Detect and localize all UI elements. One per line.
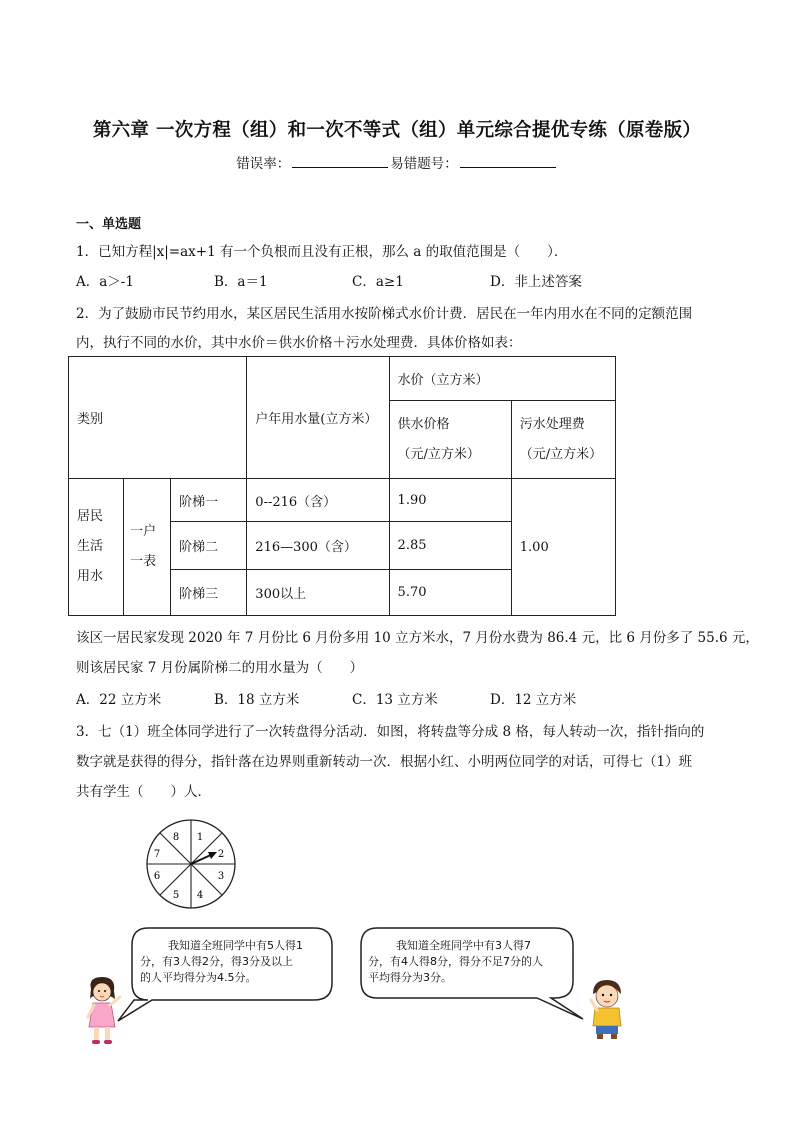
q2-option-a: A．22 立方米 <box>76 692 162 708</box>
wheel-number: 6 <box>153 871 161 882</box>
wheel-number: 8 <box>172 832 180 843</box>
tier-name: 阶梯三 <box>171 570 247 616</box>
spinner-wheel <box>145 818 237 910</box>
annual-usage-header: 户年用水量(立方米） <box>247 357 389 479</box>
supply-price-header <box>389 401 511 479</box>
wheel-number: 1 <box>196 832 204 843</box>
wrong-ids-blank <box>460 155 556 168</box>
bubble-left-line2: 分，有3人得2分，得3分及以上 <box>140 955 293 968</box>
household-line1: 一户 <box>130 524 157 539</box>
bubble-left-line1: 我知道全班同学中有5人得1 <box>168 939 303 952</box>
resident-cell <box>69 479 124 616</box>
q2-after-line1: 该区一居民家发现 2020 年 7 月份比 6 月份多用 10 立方米水，7 月份水费为 86.4 元，比 6 月份多了 55.6 元， <box>76 630 759 646</box>
bubble-right-line3: 平均得分为3分。 <box>368 971 452 984</box>
wrong-ids-label: 易错题号： <box>390 156 458 172</box>
wheel-number: 4 <box>196 890 204 901</box>
q1-option-c: C．a≥1 <box>352 274 404 290</box>
error-rate-label: 错误率： <box>236 156 291 172</box>
sewage-value: 1.00 <box>511 479 615 616</box>
tier-range: 0--216（含） <box>247 479 389 522</box>
tier-name: 阶梯二 <box>171 522 247 570</box>
boy-illustration <box>585 978 629 1040</box>
tier-price: 2.85 <box>389 522 511 570</box>
wheel-number: 2 <box>217 849 225 860</box>
sewage-fee-line1: 污水处理费 <box>519 416 585 432</box>
q1-option-d: D．非上述答案 <box>490 274 582 290</box>
supply-price-line2: （元/立方米） <box>397 446 480 462</box>
section-title: 一、单选题 <box>76 217 142 232</box>
wheel-number: 3 <box>217 871 225 882</box>
water-price-header: 水价（立方米） <box>389 357 615 401</box>
q3-stem-line2: 数字就是获得的得分，指针落在边界则重新转动一次．根据小红、小明两位同学的对话，可得七（1）班 <box>76 754 693 770</box>
q2-option-b: B．18 立方米 <box>214 692 300 708</box>
category-header: 类别 <box>69 357 247 479</box>
error-rate-blank <box>292 155 388 168</box>
household-line2: 一表 <box>130 554 157 569</box>
tier-range: 216—300（含） <box>247 522 389 570</box>
sewage-fee-header <box>511 401 615 479</box>
q2-option-d: D．12 立方米 <box>490 692 577 708</box>
wheel-number: 7 <box>153 849 161 860</box>
q1-option-b: B．a＝1 <box>214 274 268 290</box>
tier-range: 300以上 <box>247 570 389 616</box>
bubble-right-line1: 我知道全班同学中有3人得7 <box>396 939 531 952</box>
q1-stem: 1．已知方程|x|=ax+1 有一个负根而且没有正根，那么 a 的取值范围是（ ）． <box>76 244 568 260</box>
sewage-fee-line2: （元/立方米） <box>519 446 603 462</box>
household-cell <box>124 479 171 616</box>
bubble-right-line2: 分，有4人得8分，得分不足7分的人 <box>368 955 543 968</box>
wheel-number: 5 <box>172 890 180 901</box>
resident-line3: 用水 <box>77 569 104 584</box>
q2-after-line2: 则该居民家 7 月份属阶梯二的用水量为（ ） <box>76 660 364 676</box>
tier-price: 1.90 <box>389 479 511 522</box>
resident-line2: 生活 <box>77 539 104 554</box>
bubble-right-text <box>368 938 578 986</box>
tier-name: 阶梯一 <box>171 479 247 522</box>
error-rate-line <box>0 152 794 172</box>
q2-option-c: C．13 立方米 <box>352 692 438 708</box>
girl-illustration <box>82 975 124 1045</box>
bubble-left-text <box>140 938 336 986</box>
q2-stem-line1: 2．为了鼓励市民节约用水，某区居民生活用水按阶梯式水价计费．居民在一年内用水在不同的定额范围 <box>76 306 693 322</box>
q3-stem-line1: 3．七（1）班全体同学进行了一次转盘得分活动．如图，将转盘等分成 8 格，每人转动一次，指针指向的 <box>76 724 705 740</box>
q1-option-a: A．a＞-1 <box>76 274 134 290</box>
price-table <box>68 356 616 616</box>
resident-line1: 居民 <box>77 509 104 524</box>
bubble-left-line3: 的人平均得分为4.5分。 <box>140 971 257 984</box>
supply-price-line1: 供水价格 <box>397 416 450 432</box>
tier-price: 5.70 <box>389 570 511 616</box>
q3-stem-line3: 共有学生（ ）人． <box>76 784 211 800</box>
page-title: 第六章 一次方程（组）和一次不等式（组）单元综合提优专练（原卷版） <box>92 120 702 141</box>
q2-stem-line2: 内，执行不同的水价，其中水价＝供水价格＋污水处理费．具体价格如表： <box>76 335 522 351</box>
